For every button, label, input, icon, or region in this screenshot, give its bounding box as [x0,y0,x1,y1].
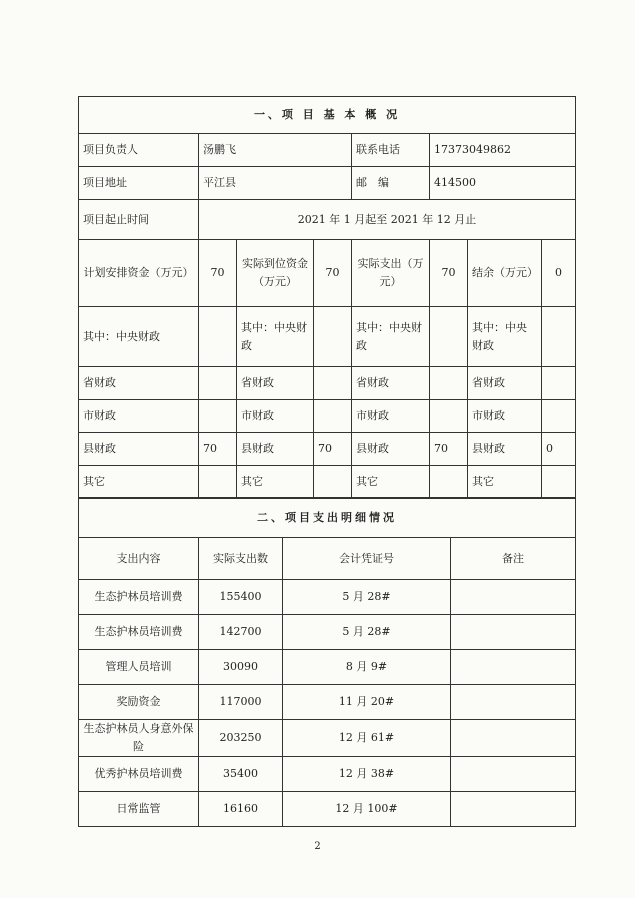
city-label-4: 市财政 [468,400,542,433]
header-content: 支出内容 [79,538,199,580]
header-amount: 实际支出数 [199,538,283,580]
county-label-2: 县财政 [237,433,314,466]
plan-label: 计划安排资金（万元） [79,240,199,307]
row-voucher: 12 月 38# [283,757,451,792]
row-amount: 155400 [199,580,283,615]
row-remark [451,757,576,792]
table-row [79,757,576,792]
phone-value: 17373049862 [430,134,576,167]
basic-info-table [78,96,576,499]
prov-label-3: 省财政 [352,367,430,400]
other-label-2: 其它 [237,466,314,499]
central-label-1: 其中：中央财政 [79,307,199,367]
central-spent-value [430,307,468,367]
page-number: 2 [314,841,321,852]
prov-label-1: 省财政 [79,367,199,400]
county-spent-value: 70 [430,433,468,466]
row-content: 奖励资金 [79,685,199,720]
other-label-3: 其它 [352,466,430,499]
row-content: 生态护林员培训费 [79,580,199,615]
row-voucher: 5 月 28# [283,580,451,615]
row-content: 优秀护林员培训费 [79,757,199,792]
central-plan-value [199,307,237,367]
table-row [79,580,576,615]
row-voucher: 12 月 61# [283,720,451,757]
section2-title: 二、项目支出明细情况 [79,498,576,538]
period-value: 2021 年 1 月起至 2021 年 12 月止 [199,200,576,240]
other-label-1: 其它 [79,466,199,499]
other-label-4: 其它 [468,466,542,499]
arrive-value: 70 [314,240,352,307]
row-voucher: 11 月 20# [283,685,451,720]
row-voucher: 12 月 100# [283,792,451,827]
central-balance-value [542,307,576,367]
row-content: 管理人员培训 [79,650,199,685]
row-remark [451,720,576,757]
row-voucher: 5 月 28# [283,615,451,650]
row-amount: 142700 [199,615,283,650]
row-remark [451,685,576,720]
row-remark [451,615,576,650]
balance-label: 结余（万元） [468,240,542,307]
phone-label: 联系电话 [352,134,430,167]
row-remark [451,580,576,615]
balance-value: 0 [542,240,576,307]
county-label-3: 县财政 [352,433,430,466]
leader-label: 项目负责人 [79,134,199,167]
header-voucher: 会计凭证号 [283,538,451,580]
row-amount: 203250 [199,720,283,757]
row-content: 生态护林员培训费 [79,615,199,650]
period-label: 项目起止时间 [79,200,199,240]
city-label-3: 市财政 [352,400,430,433]
county-label-1: 县财政 [79,433,199,466]
table-row [79,615,576,650]
prov-label-4: 省财政 [468,367,542,400]
row-amount: 35400 [199,757,283,792]
row-remark [451,650,576,685]
central-arrive-value [314,307,352,367]
arrive-label: 实际到位资金（万元） [237,240,314,307]
plan-value: 70 [199,240,237,307]
spent-value: 70 [430,240,468,307]
row-amount: 117000 [199,685,283,720]
table-row [79,650,576,685]
expense-detail-table [78,497,576,827]
table-row [79,685,576,720]
city-label-1: 市财政 [79,400,199,433]
row-amount: 16160 [199,792,283,827]
central-label-4: 其中：中央财政 [468,307,542,367]
county-label-4: 县财政 [468,433,542,466]
table-row [79,792,576,827]
spent-label: 实际支出（万元） [352,240,430,307]
section1-title: 一、项 目 基 本 概 况 [79,97,576,134]
county-plan-value: 70 [199,433,237,466]
table-row [79,720,576,757]
row-amount: 30090 [199,650,283,685]
central-label-3: 其中：中央财政 [352,307,430,367]
postcode-label: 邮 编 [352,167,430,200]
prov-label-2: 省财政 [237,367,314,400]
row-remark [451,792,576,827]
address-value: 平江县 [199,167,352,200]
county-arrive-value: 70 [314,433,352,466]
central-label-2: 其中：中央财政 [237,307,314,367]
header-remark: 备注 [451,538,576,580]
county-balance-value: 0 [542,433,576,466]
leader-value: 汤鹏飞 [199,134,352,167]
postcode-value: 414500 [430,167,576,200]
row-voucher: 8 月 9# [283,650,451,685]
city-label-2: 市财政 [237,400,314,433]
row-content: 日常监管 [79,792,199,827]
row-content: 生态护林员人身意外保险 [79,720,199,757]
address-label: 项目地址 [79,167,199,200]
